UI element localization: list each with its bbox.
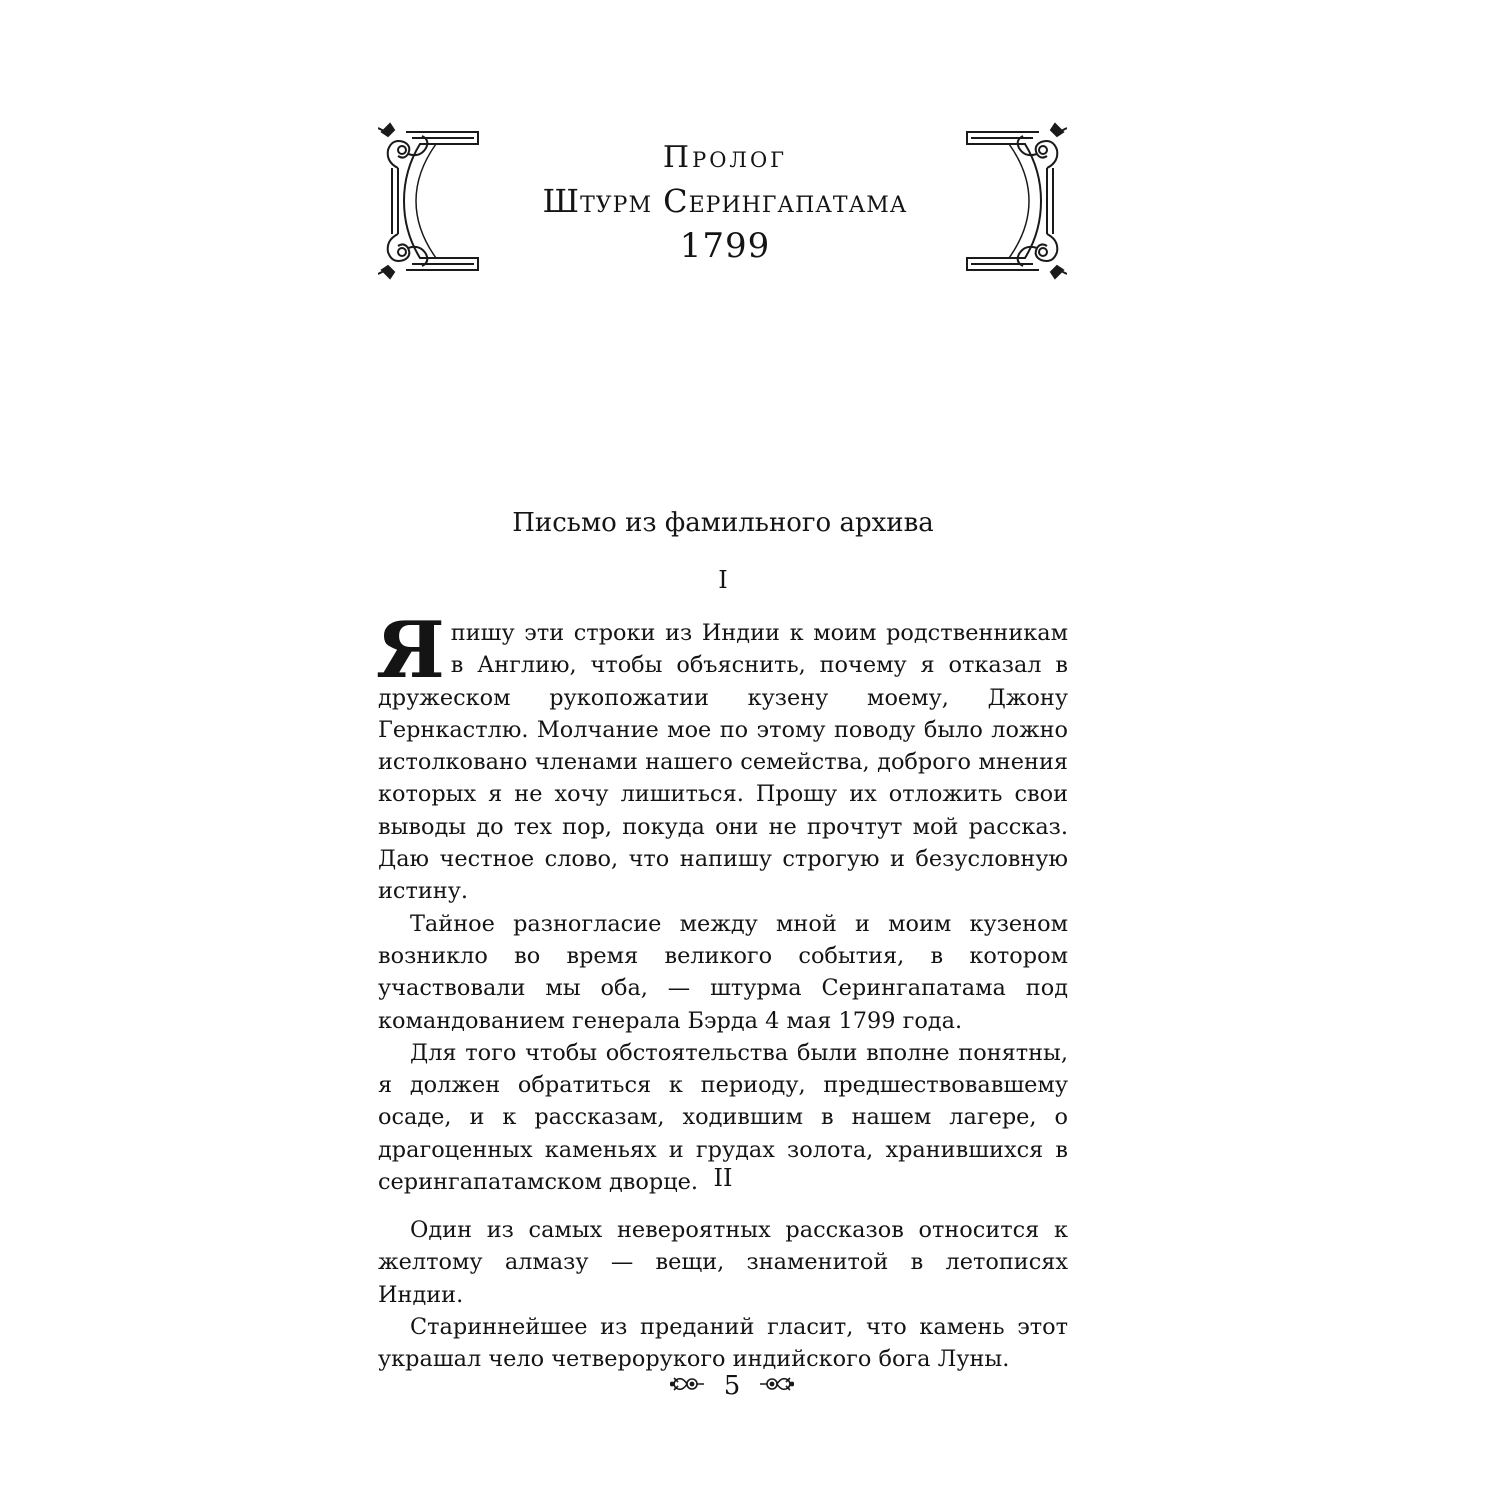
part-title: Пролог	[662, 140, 788, 175]
paragraph: Тайное разногласие между мной и моим кузеном возникло во время великого события, в котором участвовали мы оба, — штурма Серингапатама под командованием генерала Бэрда 4 мая 1799 года.	[378, 910, 1068, 1034]
page-footer	[662, 1366, 802, 1406]
page-number: 5	[723, 1371, 741, 1401]
flourish-right-icon	[758, 1372, 794, 1400]
paragraph: Для того чтобы обстоятельства были вполне понятны, я должен обратиться к периоду, предшествовавшему осаде, и к рассказам, ходившим в нашем лагере, о драгоценных каменьях и грудах золота, хранившихся в серингапатамском дворце.	[378, 1039, 1068, 1196]
chapter-year: 1799	[679, 226, 771, 266]
left-ornament-frame	[378, 122, 480, 280]
paragraph: Один из самых невероятных рассказов относится к желтому алмазу — вещи, знаменитой в летописях Индии.	[378, 1217, 1068, 1308]
drop-cap: Я	[376, 605, 445, 696]
section-2-text	[378, 1214, 1068, 1375]
paragraph-text: пишу эти строки из Индии к моим родственникам в Англию, чтобы объяснить, почему я отказал в дружеском рукопожатии кузену моему, Джону Гернкастлю. Молчание мое по этому поводу было ложно истолковано членами нашего семейства, доброго мнения которых я не хочу лишиться. Прошу их отложить свои выводы до тех пор, покуда они не прочтут мой рассказ. Даю честное слово, что напишу строгую и безусловную истину.	[378, 620, 1068, 905]
flourish-left-icon	[670, 1372, 706, 1400]
section-numeral-1: I	[718, 566, 728, 594]
section-numeral-2: II	[713, 1164, 733, 1192]
chapter-title: Штурм Серингапатама	[542, 182, 908, 220]
right-ornament-frame	[965, 122, 1067, 280]
paragraph: Стариннейшее из преданий гласит, что камень этот украшал чело четверорукого индийского бога Луны.	[378, 1313, 1068, 1373]
section-1-text	[376, 605, 1068, 1198]
letter-title: Письмо из фамильного архива	[512, 508, 934, 538]
paragraph	[376, 605, 1068, 908]
